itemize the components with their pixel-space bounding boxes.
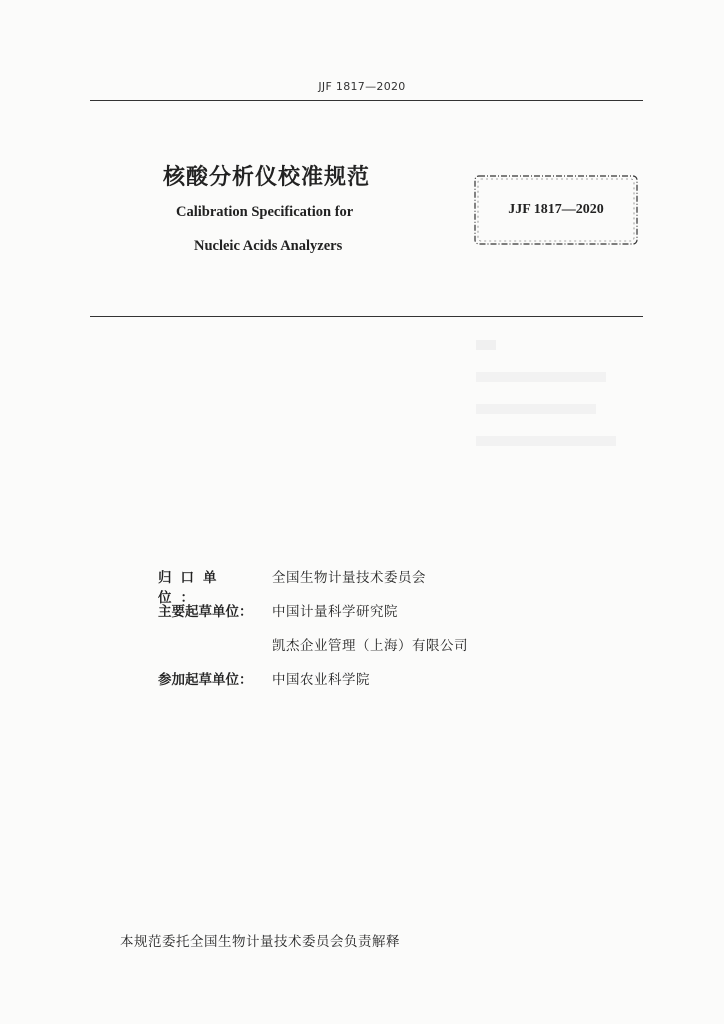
bleed-through-mark	[476, 436, 616, 446]
title-chinese: 核酸分析仪校准规范	[163, 165, 371, 190]
responsible-unit-label: 归口单位：	[158, 570, 226, 606]
page-header: JJF 1817—2020	[318, 80, 406, 93]
title-english-line-2: Nucleic Acids Analyzers	[194, 238, 343, 254]
interpretation-note: 本规范委托全国生物计量技术委员会负责解释	[120, 934, 400, 950]
standard-code: JJF 1817—2020	[508, 202, 604, 217]
responsible-unit-value: 全国生物计量技术委员会	[272, 570, 426, 586]
main-drafter-label: 主要起草单位：	[158, 604, 253, 620]
main-drafter-value-1: 中国计量科学研究院	[272, 604, 398, 620]
title-english-line-1: Calibration Specification for	[176, 204, 354, 220]
participating-drafter-value: 中国农业科学院	[272, 672, 370, 688]
standard-code-box	[473, 174, 639, 246]
main-drafter-value-2: 凯杰企业管理（上海）有限公司	[272, 638, 468, 654]
bleed-through-mark	[476, 404, 596, 414]
bleed-through-mark	[476, 340, 496, 350]
participating-drafter-label: 参加起草单位：	[158, 672, 253, 688]
bleed-through-mark	[476, 372, 606, 382]
section-rule	[90, 316, 643, 317]
header-rule	[90, 100, 643, 101]
